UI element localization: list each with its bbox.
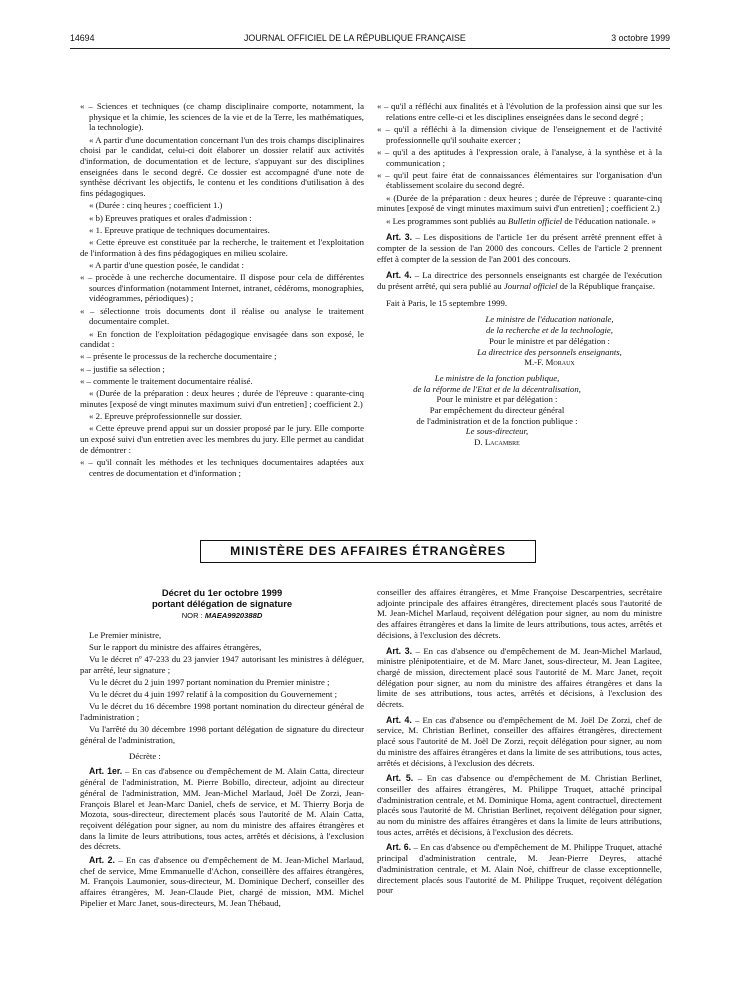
- paragraph: « – présente le processus de la recherche documentaire ;: [80, 351, 277, 362]
- paragraph: Le Premier ministre,: [89, 629, 162, 640]
- paragraph: « A partir d'une question posée, le candidat :: [89, 259, 244, 270]
- top-right-column: [377, 101, 662, 448]
- paragraph: « Cette épreuve prend appui sur un dossier proposé par le jury. Elle comporte un exposé suivi d'un entretien avec les membres du jury. Elle permet au candidat de démontrer :: [80, 423, 364, 455]
- decree-article-3: Art. 3. – En cas d'absence ou d'empêchement de M. Jean-Michel Marlaud, ministre plénipotentiaire, et de M. Marc Janet, sous-directeur, M. Jean Lagitee, chargé de mission, directement placé sous l'autorité de M. Marc Janet, reçoit délégation pour signer, au nom du ministre des affaires étrangères et dans la limite de ses attributions, tous actes, arrêtés et décisions, à l'exclusion des décrets.: [377, 645, 662, 710]
- paragraph: Vu le décret nº 47-233 du 23 janvier 1947 autorisant les ministres à déléguer, par arrêté, leur signature ;: [80, 654, 364, 675]
- paragraph: « – qu'il a réfléchi à la dimension civique de l'enseignement et de l'activité professionnelle qu'il souhaite exercer ;: [377, 123, 662, 145]
- paragraph: « – procède à une recherche documentaire. Il dispose pour cela de différentes sources d'information (notamment Internet, intranet, cédéroms, monographies, vidéogrammes, périodiques) ;: [80, 272, 364, 304]
- paragraph: Vu le décret du 16 décembre 1998 portant nomination du directeur général de l'administration ;: [80, 701, 364, 723]
- paragraph: « – qu'il connaît les méthodes et les techniques documentaires adaptées aux centres de documentation et d'information ;: [80, 456, 364, 478]
- signature-block-2: Le ministre de la fonction publique, de la réforme de l'Etat et de la décentralisation, Pour le ministre et par délégation : Par empêchement du directeur général de l'administration et de la fonction publique : Le sous-directeur, D. Lacambre: [377, 373, 662, 448]
- paragraph: Vu l'arrêté du 30 décembre 1998 portant délégation de signature du directeur général de l'administration,: [80, 724, 364, 746]
- paragraph: « – qu'il a des aptitudes à l'expression orale, à l'analyse, à la synthèse et à la communication ;: [377, 146, 662, 168]
- ministry-heading: MINISTÈRE DES AFFAIRES ÉTRANGÈRES: [200, 540, 536, 563]
- paragraph: « – justifie sa sélection ;: [80, 363, 165, 374]
- paragraph: « 2. Epreuve préprofessionnelle sur dossier.: [89, 410, 242, 421]
- decree-left-column: [80, 587, 364, 910]
- paragraph: « (Durée : cinq heures ; coefficient 1.): [89, 200, 223, 211]
- article-2: Art. 2. – En cas d'absence ou d'empêchement de M. Jean-Michel Marlaud, chef de service, Mme Emmanuelle d'Achon, conseillère des affaires étrangères, M. François Laumonier, sous-directeur, M. Dominique Decherf, conseiller des affaires étrangères, M. Jean-Claude Piet, chargé de mission, MM. Michel Pipelier et Marc Janet, sous-directeurs, M. Jean Thébaud,: [80, 855, 364, 908]
- decree-right-column: [377, 587, 662, 897]
- signatory-name: D. Lacambre: [474, 437, 520, 448]
- paragraph: Sur le rapport du ministre des affaires étrangères,: [89, 641, 262, 652]
- paragraph: Vu le décret du 4 juin 1997 relatif à la composition du Gouvernement ;: [89, 689, 338, 700]
- nor-reference: NOR : MAEA9920388D: [181, 611, 263, 620]
- article-4: Art. 4. – La directrice des personnels enseignants est chargée de l'exécution du présent arrêté, qui sera publié au Journal officiel de la République française.: [377, 270, 662, 292]
- decree-article-4: Art. 4. – En cas d'absence ou d'empêchement de M. Joël De Zorzi, chef de service, M. Christian Berlinet, conseiller des affaires étrangères, directement placé sous l'autorité de M. Joël De Zorzi, reçoit délégation pour signer, au nom du ministre des affaires étrangères et dans la limite de ses attributions, tous actes, arrêtés et décisions, à l'exclusion des décrets.: [377, 714, 662, 768]
- paragraph: « (Durée de la préparation : deux heures ; durée de l'épreuve : quarante-cinq minutes [exposé de vingt minutes maximum suivi d'un entretien] ; coefficient 2.): [377, 192, 662, 214]
- article-1: Art. 1er. – En cas d'absence ou d'empêchement de M. Alain Catta, directeur général de l'administration, M. Pierre Bobillo, directeur, adjoint au directeur général de l'administration, MM. Jean-Michel Marlaud, Joël De Zorzi, Jean-François Blarel et Jean-Marc Daniel, chefs de service, et M. Thierry Borja de Mozota, sous-directeur, directement placés sous l'autorité de M. Alain Catta, reçoivent délégation pour signer, au nom du ministre des affaires étrangères et dans la limite de leurs attributions, tous actes, arrêtés et décisions, à l'exclusion des décrets.: [80, 766, 365, 852]
- paragraph: « En fonction de l'exploitation pédagogique envisagée dans son exposé, le candidat :: [80, 328, 364, 350]
- decree-title: Décret du 1er octobre 1999 portant délégation de signature: [151, 587, 293, 609]
- paragraph: « – Sciences et techniques (ce champ disciplinaire comporte, notamment, la physique et la chimie, les sciences de la vie et de la Terre, les mathématiques, la technologie).: [80, 101, 364, 133]
- header-rule: [70, 48, 670, 49]
- page-header: [70, 33, 670, 45]
- paragraph: « 1. Epreuve pratique de techniques documentaires.: [89, 224, 270, 235]
- paragraph: « – commente le traitement documentaire réalisé.: [80, 375, 253, 386]
- decree-article-6: Art. 6. – En cas d'absence ou d'empêchement de M. Philippe Truquet, attaché principal d'administration centrale, M. Jean-Pierre Deyres, attaché d'administration centrale, et M. Alain Noé, chiffreur de classe exceptionnelle, directement placés sous l'autorité de M. Philippe Truquet, reçoivent délégation pour: [377, 842, 662, 896]
- signatory-name: M.-F. Moraux: [524, 357, 575, 368]
- decrete: Décrète :: [129, 750, 161, 761]
- journal-title: JOURNAL OFFICIEL DE LA RÉPUBLIQUE FRANÇAISE: [244, 33, 466, 43]
- paragraph: « – qu'il peut faire état de connaissances élémentaires sur l'organisation d'un établissement scolaire du second degré.: [377, 169, 662, 191]
- fait-a-paris: Fait à Paris, le 15 septembre 1999.: [386, 297, 508, 308]
- paragraph: « Cette épreuve est constituée par la recherche, le traitement et l'exploitation de l'information à des fins pédagogiques en milieu scolaire.: [80, 236, 364, 258]
- paragraph: Vu le décret du 2 juin 1997 portant nomination du Premier ministre ;: [89, 677, 330, 688]
- page-number: 14694: [70, 33, 95, 43]
- paragraph: « – sélectionne trois documents dont il réalise ou analyse le traitement documentaire complet.: [80, 305, 364, 327]
- decree-article-5: Art. 5. – En cas d'absence ou d'empêchement de M. Christian Berlinet, conseiller des affaires étrangères, M. Philippe Truquet, attaché principal d'administration centrale, et M. Dominique Homa, agent contractuel, directement placés sous l'autorité de M. Christian Berlinet, reçoivent délégation pour signer, au nom du ministre des affaires étrangères et dans la limite de leurs attributions, tous actes, arrêtés et décisions, à l'exclusion des décrets.: [377, 773, 662, 837]
- paragraph: « b) Epreuves pratiques et orales d'admission :: [89, 212, 252, 223]
- article-3: Art. 3. – Les dispositions de l'article 1er du présent arrêté prennent effet à compter de la session de l'an 2000 des concours. Celles de l'article 2 prennent effet à compter de la session de l'an 2001 des concours.: [377, 232, 662, 264]
- paragraph: « A partir d'une documentation concernant l'un des trois champs disciplinaires choisi par le candidat, celui-ci doit élaborer un dossier relatif aux activités d'information, de documentation et de lecture, s'appuyant sur des disciplines enseignées dans le second degré. Ce dossier est accompagné d'une note de synthèse décrivant les objectifs, le contenu et les conditions d'utilisation à des fins pédagogiques.: [80, 134, 364, 199]
- paragraph: conseiller des affaires étrangères, et Mme Françoise Descarpentries, secrétaire adjointe principale des affaires étrangères, directement placés sous l'autorité de M. Jean-Michel Marlaud, reçoivent délégation pour signer, au nom du ministre des affaires étrangères et dans la limite de leurs attributions, tous actes, arrêtés et décisions, à l'exclusion des décrets.: [377, 587, 662, 640]
- paragraph: « – qu'il a réfléchi aux finalités et à l'évolution de la profession ainsi que sur les relations entre celle-ci et les disciplines enseignées dans le second degré ;: [377, 101, 662, 122]
- paragraph: « (Durée de la préparation : deux heures ; durée de l'épreuve : quarante-cinq minutes [exposé de vingt minutes maximum suivi d'un entretien] ; coefficient 2.): [80, 388, 364, 409]
- signature-block-1: Le ministre de l'éducation nationale, de la recherche et de la technologie, Pour le ministre et par délégation : La directrice des personnels enseignants, M.-F. Moraux: [377, 314, 662, 368]
- programmes-paragraph: « Les programmes sont publiés au Bulletin officiel de l'éducation nationale. »: [386, 215, 656, 226]
- top-left-column: [80, 101, 364, 480]
- issue-date: 3 octobre 1999: [611, 33, 670, 43]
